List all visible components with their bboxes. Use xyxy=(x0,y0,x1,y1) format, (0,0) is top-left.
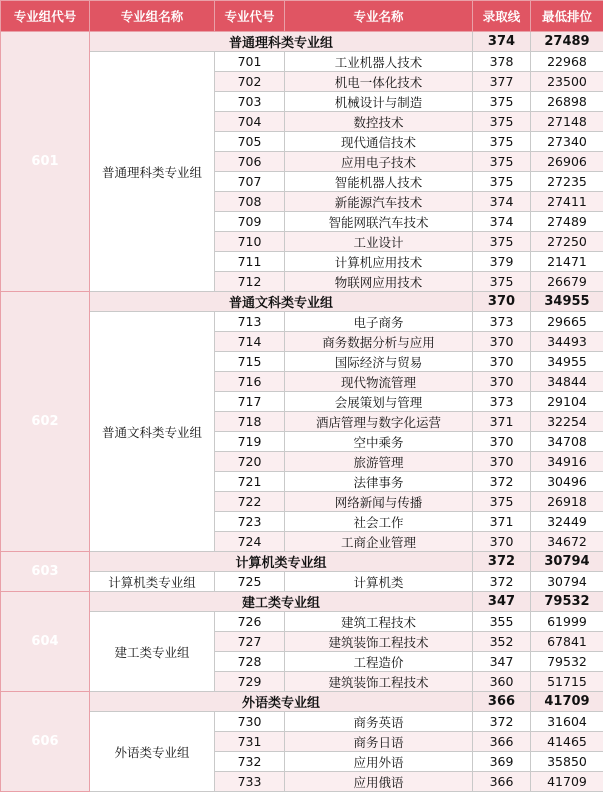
major-rank-cell: 35850 xyxy=(531,752,603,772)
major-code-cell: 728 xyxy=(215,652,285,672)
major-rank-cell: 21471 xyxy=(531,252,603,272)
major-rank-cell: 27340 xyxy=(531,132,603,152)
major-name-cell: 商务日语 xyxy=(285,732,473,752)
major-row xyxy=(1,612,603,632)
group-summary-rank: 41709 xyxy=(531,692,603,712)
major-rank-cell: 29104 xyxy=(531,392,603,412)
major-rank-cell: 79532 xyxy=(531,652,603,672)
group-name-cell: 普通文科类专业组 xyxy=(90,312,215,552)
group-summary-row xyxy=(1,292,603,312)
major-rank-cell: 32449 xyxy=(531,512,603,532)
major-name-cell: 商务英语 xyxy=(285,712,473,732)
major-score-cell: 379 xyxy=(473,252,531,272)
major-name-cell: 酒店管理与数字化运营 xyxy=(285,412,473,432)
group-summary-score: 347 xyxy=(473,592,531,612)
group-summary-name: 计算机类专业组 xyxy=(90,552,473,572)
major-score-cell: 355 xyxy=(473,612,531,632)
major-code-cell: 731 xyxy=(215,732,285,752)
major-score-cell: 352 xyxy=(473,632,531,652)
major-score-cell: 372 xyxy=(473,472,531,492)
major-score-cell: 375 xyxy=(473,132,531,152)
major-name-cell: 商务数据分析与应用 xyxy=(285,332,473,352)
major-rank-cell: 41465 xyxy=(531,732,603,752)
major-name-cell: 应用电子技术 xyxy=(285,152,473,172)
major-rank-cell: 34844 xyxy=(531,372,603,392)
group-name-cell: 计算机类专业组 xyxy=(90,572,215,592)
major-name-cell: 智能网联汽车技术 xyxy=(285,212,473,232)
group-summary-row xyxy=(1,552,603,572)
header-major-code: 专业代号 xyxy=(215,1,285,32)
major-rank-cell: 34708 xyxy=(531,432,603,452)
major-score-cell: 374 xyxy=(473,192,531,212)
major-row xyxy=(1,312,603,332)
major-code-cell: 704 xyxy=(215,112,285,132)
major-rank-cell: 34916 xyxy=(531,452,603,472)
major-rank-cell: 34493 xyxy=(531,332,603,352)
major-name-cell: 计算机应用技术 xyxy=(285,252,473,272)
major-name-cell: 新能源汽车技术 xyxy=(285,192,473,212)
major-code-cell: 714 xyxy=(215,332,285,352)
group-name-cell: 建工类专业组 xyxy=(90,612,215,692)
major-rank-cell: 26898 xyxy=(531,92,603,112)
group-code-cell: 601 xyxy=(1,32,90,292)
table-body xyxy=(1,32,603,792)
major-code-cell: 725 xyxy=(215,572,285,592)
header-min-rank: 最低排位 xyxy=(531,1,603,32)
major-code-cell: 712 xyxy=(215,272,285,292)
major-score-cell: 370 xyxy=(473,432,531,452)
major-code-cell: 730 xyxy=(215,712,285,732)
major-name-cell: 物联网应用技术 xyxy=(285,272,473,292)
major-score-cell: 373 xyxy=(473,392,531,412)
group-summary-name: 普通理科类专业组 xyxy=(90,32,473,52)
major-score-cell: 375 xyxy=(473,92,531,112)
major-rank-cell: 26679 xyxy=(531,272,603,292)
major-code-cell: 715 xyxy=(215,352,285,372)
major-name-cell: 工程造价 xyxy=(285,652,473,672)
group-summary-score: 372 xyxy=(473,552,531,572)
group-summary-name: 外语类专业组 xyxy=(90,692,473,712)
major-code-cell: 724 xyxy=(215,532,285,552)
major-score-cell: 347 xyxy=(473,652,531,672)
major-row xyxy=(1,572,603,592)
major-code-cell: 727 xyxy=(215,632,285,652)
major-score-cell: 370 xyxy=(473,332,531,352)
major-code-cell: 722 xyxy=(215,492,285,512)
major-name-cell: 工商企业管理 xyxy=(285,532,473,552)
major-rank-cell: 67841 xyxy=(531,632,603,652)
group-summary-score: 374 xyxy=(473,32,531,52)
major-name-cell: 电子商务 xyxy=(285,312,473,332)
major-name-cell: 社会工作 xyxy=(285,512,473,532)
major-code-cell: 717 xyxy=(215,392,285,412)
major-rank-cell: 27411 xyxy=(531,192,603,212)
major-code-cell: 733 xyxy=(215,772,285,792)
major-score-cell: 375 xyxy=(473,232,531,252)
major-score-cell: 366 xyxy=(473,772,531,792)
major-name-cell: 建筑装饰工程技术 xyxy=(285,632,473,652)
major-score-cell: 377 xyxy=(473,72,531,92)
major-name-cell: 应用俄语 xyxy=(285,772,473,792)
major-rank-cell: 30496 xyxy=(531,472,603,492)
major-code-cell: 718 xyxy=(215,412,285,432)
group-summary-rank: 27489 xyxy=(531,32,603,52)
major-code-cell: 711 xyxy=(215,252,285,272)
major-score-cell: 375 xyxy=(473,492,531,512)
major-score-cell: 370 xyxy=(473,372,531,392)
major-score-cell: 370 xyxy=(473,532,531,552)
major-name-cell: 现代通信技术 xyxy=(285,132,473,152)
major-row xyxy=(1,712,603,732)
group-summary-rank: 30794 xyxy=(531,552,603,572)
major-name-cell: 建筑装饰工程技术 xyxy=(285,672,473,692)
group-summary-score: 366 xyxy=(473,692,531,712)
table-header-row xyxy=(1,1,603,32)
major-code-cell: 732 xyxy=(215,752,285,772)
major-score-cell: 360 xyxy=(473,672,531,692)
major-score-cell: 373 xyxy=(473,312,531,332)
major-name-cell: 会展策划与管理 xyxy=(285,392,473,412)
major-rank-cell: 34672 xyxy=(531,532,603,552)
major-row xyxy=(1,52,603,72)
group-name-cell: 普通理科类专业组 xyxy=(90,52,215,292)
group-code-cell: 602 xyxy=(1,292,90,552)
major-rank-cell: 22968 xyxy=(531,52,603,72)
group-summary-rank: 34955 xyxy=(531,292,603,312)
group-code-cell: 603 xyxy=(1,552,90,592)
group-summary-name: 建工类专业组 xyxy=(90,592,473,612)
major-name-cell: 旅游管理 xyxy=(285,452,473,472)
major-score-cell: 372 xyxy=(473,572,531,592)
major-code-cell: 708 xyxy=(215,192,285,212)
major-rank-cell: 26918 xyxy=(531,492,603,512)
major-rank-cell: 51715 xyxy=(531,672,603,692)
major-code-cell: 701 xyxy=(215,52,285,72)
major-name-cell: 计算机类 xyxy=(285,572,473,592)
major-rank-cell: 61999 xyxy=(531,612,603,632)
major-score-cell: 375 xyxy=(473,272,531,292)
major-score-cell: 375 xyxy=(473,172,531,192)
major-code-cell: 709 xyxy=(215,212,285,232)
group-summary-name: 普通文科类专业组 xyxy=(90,292,473,312)
major-score-cell: 372 xyxy=(473,712,531,732)
major-name-cell: 网络新闻与传播 xyxy=(285,492,473,512)
group-summary-row xyxy=(1,32,603,52)
header-min-score: 录取线 xyxy=(473,1,531,32)
major-rank-cell: 30794 xyxy=(531,572,603,592)
major-code-cell: 719 xyxy=(215,432,285,452)
major-code-cell: 720 xyxy=(215,452,285,472)
group-summary-score: 370 xyxy=(473,292,531,312)
major-code-cell: 705 xyxy=(215,132,285,152)
major-rank-cell: 34955 xyxy=(531,352,603,372)
major-rank-cell: 27148 xyxy=(531,112,603,132)
major-score-cell: 378 xyxy=(473,52,531,72)
header-group-name: 专业组名称 xyxy=(90,1,215,32)
major-name-cell: 建筑工程技术 xyxy=(285,612,473,632)
major-rank-cell: 26906 xyxy=(531,152,603,172)
major-name-cell: 法律事务 xyxy=(285,472,473,492)
group-code-cell: 604 xyxy=(1,592,90,692)
major-code-cell: 721 xyxy=(215,472,285,492)
major-rank-cell: 29665 xyxy=(531,312,603,332)
major-name-cell: 机电一体化技术 xyxy=(285,72,473,92)
major-name-cell: 智能机器人技术 xyxy=(285,172,473,192)
major-code-cell: 716 xyxy=(215,372,285,392)
major-rank-cell: 27250 xyxy=(531,232,603,252)
major-score-cell: 375 xyxy=(473,112,531,132)
major-name-cell: 工业设计 xyxy=(285,232,473,252)
major-rank-cell: 27235 xyxy=(531,172,603,192)
major-score-cell: 366 xyxy=(473,732,531,752)
group-name-cell: 外语类专业组 xyxy=(90,712,215,792)
major-score-cell: 371 xyxy=(473,412,531,432)
major-code-cell: 723 xyxy=(215,512,285,532)
major-score-cell: 374 xyxy=(473,212,531,232)
header-major-name: 专业名称 xyxy=(285,1,473,32)
major-rank-cell: 27489 xyxy=(531,212,603,232)
major-code-cell: 702 xyxy=(215,72,285,92)
major-code-cell: 706 xyxy=(215,152,285,172)
group-summary-rank: 79532 xyxy=(531,592,603,612)
major-name-cell: 应用外语 xyxy=(285,752,473,772)
header-group-code: 专业组代号 xyxy=(1,1,90,32)
major-code-cell: 713 xyxy=(215,312,285,332)
major-score-cell: 370 xyxy=(473,352,531,372)
major-rank-cell: 32254 xyxy=(531,412,603,432)
major-name-cell: 国际经济与贸易 xyxy=(285,352,473,372)
major-score-cell: 369 xyxy=(473,752,531,772)
major-name-cell: 现代物流管理 xyxy=(285,372,473,392)
major-name-cell: 机械设计与制造 xyxy=(285,92,473,112)
major-code-cell: 726 xyxy=(215,612,285,632)
major-rank-cell: 41709 xyxy=(531,772,603,792)
major-name-cell: 数控技术 xyxy=(285,112,473,132)
group-summary-row xyxy=(1,692,603,712)
major-rank-cell: 23500 xyxy=(531,72,603,92)
group-summary-row xyxy=(1,592,603,612)
major-code-cell: 703 xyxy=(215,92,285,112)
group-code-cell: 606 xyxy=(1,692,90,792)
major-code-cell: 707 xyxy=(215,172,285,192)
major-code-cell: 729 xyxy=(215,672,285,692)
major-name-cell: 工业机器人技术 xyxy=(285,52,473,72)
major-rank-cell: 31604 xyxy=(531,712,603,732)
major-score-cell: 370 xyxy=(473,452,531,472)
major-score-cell: 371 xyxy=(473,512,531,532)
major-score-cell: 375 xyxy=(473,152,531,172)
major-code-cell: 710 xyxy=(215,232,285,252)
major-name-cell: 空中乘务 xyxy=(285,432,473,452)
